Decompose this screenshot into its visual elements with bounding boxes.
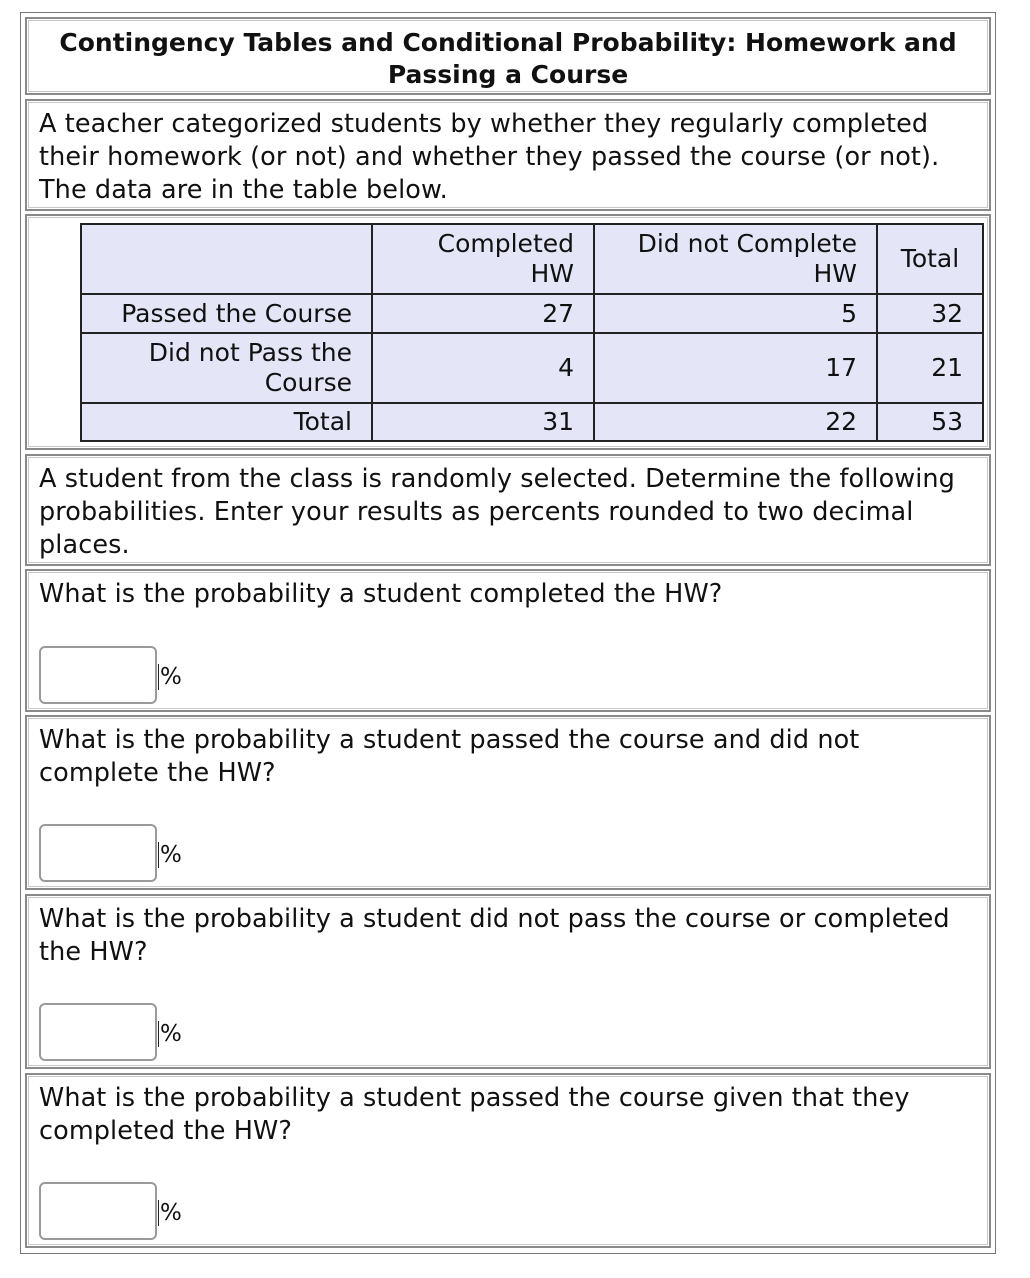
header-total: Total [877, 224, 983, 294]
intro-line-2: their homework (or not) and whether they passed the course (or not). [39, 142, 940, 172]
cell-grand-total: 53 [877, 403, 983, 441]
row-label-passed: Passed the Course [81, 294, 372, 333]
question-2-text-line-1: What is the probability a student passed the course and did not [39, 725, 860, 755]
question-1-percent-label: % [160, 664, 182, 690]
table-row [81, 294, 983, 333]
question-1-answer-input[interactable] [39, 646, 157, 704]
question-3-percent-label: % [160, 1021, 182, 1047]
question-2-answer-input[interactable] [39, 824, 157, 882]
question-2 [25, 715, 991, 890]
instructions-line-1: A student from the class is randomly selected. Determine the following [39, 464, 955, 494]
question-3 [25, 894, 991, 1069]
title-line-1: Contingency Tables and Conditional Probability: Homework and [59, 28, 957, 57]
table-header-row [81, 224, 983, 294]
cell-passed-total: 32 [877, 294, 983, 333]
cell-total-completed: 31 [372, 403, 594, 441]
row-label-did-not-pass: Did not Pass the Course [81, 333, 372, 403]
title-line-2: Passing a Course [387, 60, 629, 89]
intro-line-1: A teacher categorized students by whether they regularly completed [39, 109, 929, 139]
contingency-table-container [25, 214, 991, 450]
question-1-text: What is the probability a student completed the HW? [39, 579, 723, 609]
contingency-table [80, 223, 984, 442]
cell-failed-total: 21 [877, 333, 983, 403]
question-4-answer-input[interactable] [39, 1182, 157, 1240]
cell-failed-completed: 4 [372, 333, 594, 403]
instructions-line-3: places. [39, 530, 130, 560]
cell-passed-not-completed: 5 [594, 294, 877, 333]
intro-text [25, 99, 991, 211]
header-empty-cell [81, 224, 372, 294]
cell-passed-completed: 27 [372, 294, 594, 333]
table-row [81, 333, 983, 403]
instructions-line-2: probabilities. Enter your results as percents rounded to two decimal [39, 497, 914, 527]
question-2-percent-label: % [160, 842, 182, 868]
question-3-text-line-1: What is the probability a student did not pass the course or completed [39, 904, 950, 934]
question-4-text-line-2: completed the HW? [39, 1116, 292, 1146]
header-did-not-complete-hw: Did not Complete HW [594, 224, 877, 294]
question-2-text-line-2: complete the HW? [39, 758, 276, 788]
question-3-text-line-2: the HW? [39, 937, 148, 967]
problem-title [25, 17, 991, 95]
question-1 [25, 569, 991, 712]
header-completed-hw: Completed HW [372, 224, 594, 294]
question-3-answer-input[interactable] [39, 1003, 157, 1061]
question-4-text-line-1: What is the probability a student passed the course given that they [39, 1083, 910, 1113]
cell-failed-not-completed: 17 [594, 333, 877, 403]
instructions-text [25, 454, 991, 566]
question-4-percent-label: % [160, 1200, 182, 1226]
table-row [81, 403, 983, 441]
question-4 [25, 1073, 991, 1248]
cell-total-not-completed: 22 [594, 403, 877, 441]
intro-line-3: The data are in the table below. [39, 175, 448, 205]
row-label-total: Total [81, 403, 372, 441]
